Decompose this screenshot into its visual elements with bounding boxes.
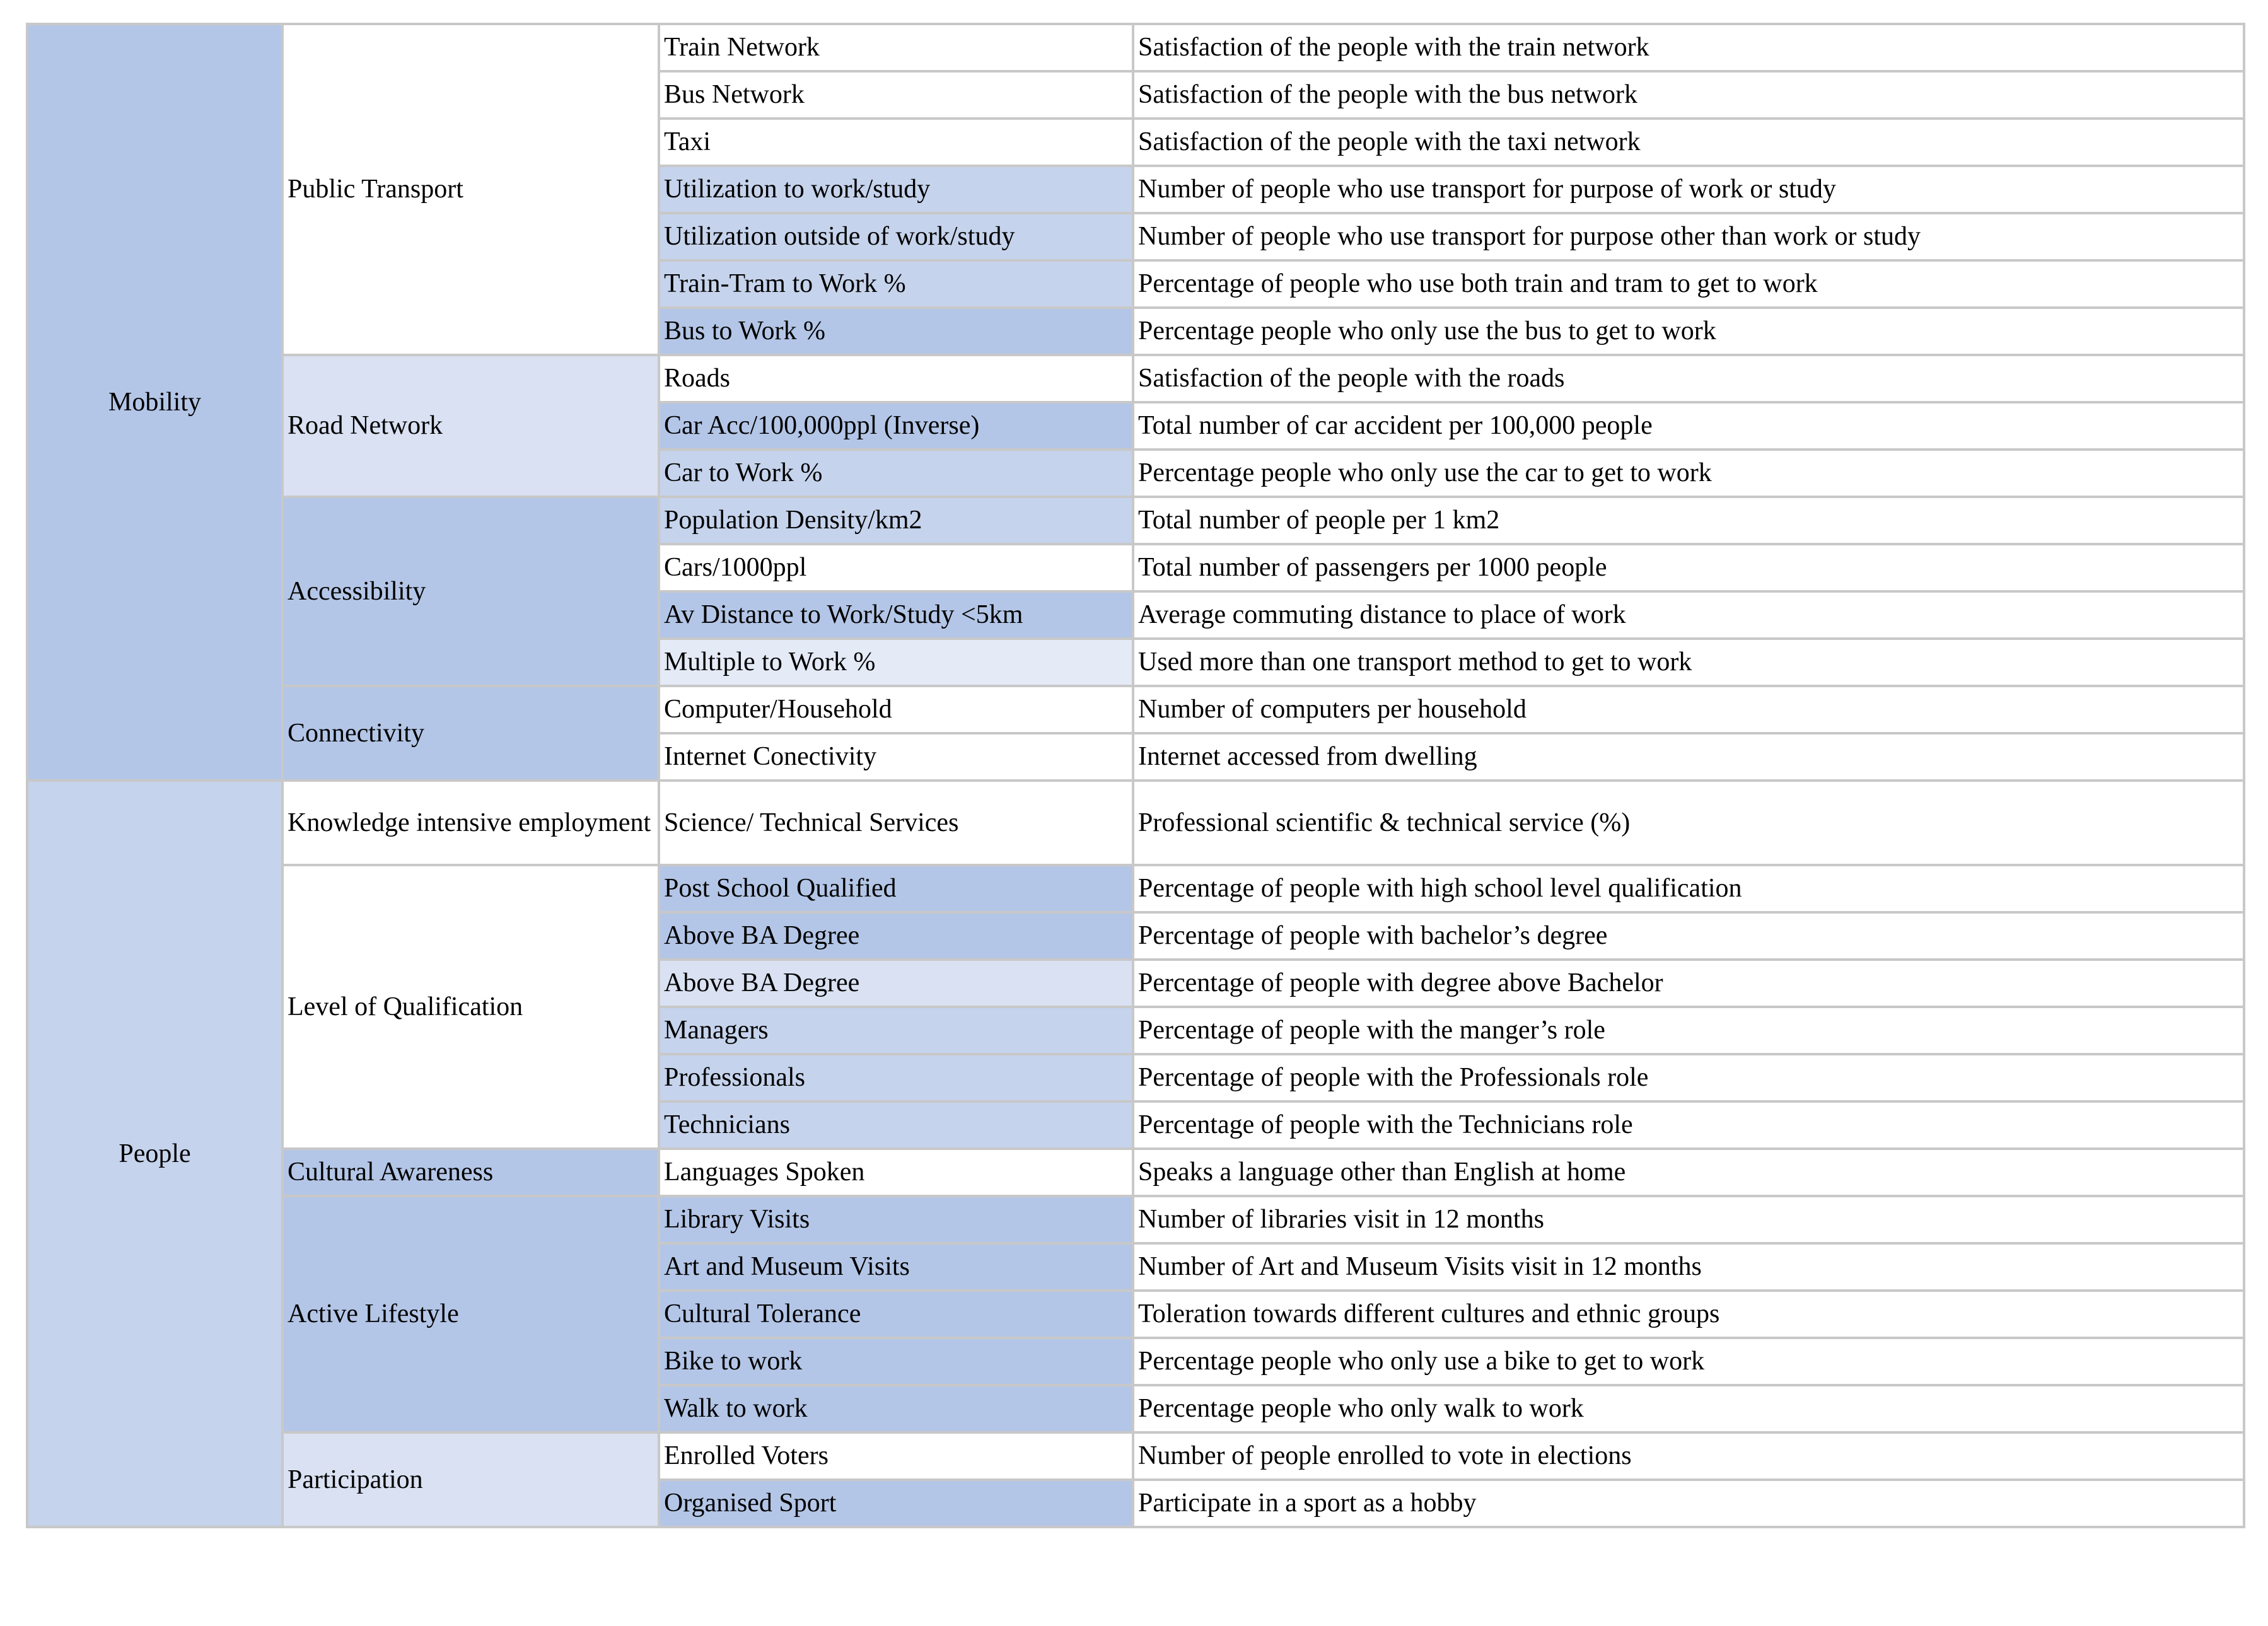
- description-cell: Satisfaction of the people with the train network: [1133, 24, 2244, 71]
- description-cell: Professional scientific & technical service (%): [1133, 781, 2244, 865]
- table-row: [27, 24, 2244, 71]
- description-cell: Satisfaction of the people with the roads: [1133, 355, 2244, 402]
- description-cell: Number of computers per household: [1133, 686, 2244, 733]
- indicator-cell: Bike to work: [659, 1338, 1133, 1385]
- indicator-cell: Roads: [659, 355, 1133, 402]
- sub-dimension-cell: Accessibility: [282, 497, 659, 686]
- description-cell: Satisfaction of the people with the bus network: [1133, 71, 2244, 119]
- indicator-cell: Car to Work %: [659, 450, 1133, 497]
- description-cell: Number of people enrolled to vote in elections: [1133, 1432, 2244, 1480]
- sub-dimension-cell: Level of Qualification: [282, 865, 659, 1149]
- description-cell: Total number of people per 1 km2: [1133, 497, 2244, 544]
- description-cell: Participate in a sport as a hobby: [1133, 1480, 2244, 1527]
- indicator-cell: Art and Museum Visits: [659, 1243, 1133, 1291]
- sub-dimension-cell: Connectivity: [282, 686, 659, 781]
- table-row: [27, 781, 2244, 865]
- sub-dimension-cell: Road Network: [282, 355, 659, 497]
- indicator-cell: Av Distance to Work/Study <5km: [659, 591, 1133, 639]
- description-cell: Percentage of people with the manger’s role: [1133, 1007, 2244, 1054]
- description-cell: Speaks a language other than English at home: [1133, 1149, 2244, 1196]
- description-cell: Number of Art and Museum Visits visit in 12 months: [1133, 1243, 2244, 1291]
- description-cell: Number of libraries visit in 12 months: [1133, 1196, 2244, 1243]
- indicator-cell: Managers: [659, 1007, 1133, 1054]
- indicator-cell: Utilization outside of work/study: [659, 213, 1133, 260]
- indicator-cell: Library Visits: [659, 1196, 1133, 1243]
- description-cell: Percentage people who only walk to work: [1133, 1385, 2244, 1432]
- indicator-cell: Train Network: [659, 24, 1133, 71]
- indicator-cell: Cultural Tolerance: [659, 1291, 1133, 1338]
- description-cell: Total number of car accident per 100,000 people: [1133, 402, 2244, 450]
- indicator-cell: Technicians: [659, 1101, 1133, 1149]
- indicator-cell: Internet Conectivity: [659, 733, 1133, 781]
- indicator-cell: Multiple to Work %: [659, 639, 1133, 686]
- sub-dimension-cell: Participation: [282, 1432, 659, 1527]
- description-cell: Percentage of people with the Technicians role: [1133, 1101, 2244, 1149]
- indicator-cell: Science/ Technical Services: [659, 781, 1133, 865]
- sub-dimension-cell: Public Transport: [282, 24, 659, 355]
- table-row: [27, 1149, 2244, 1196]
- indicator-cell: Organised Sport: [659, 1480, 1133, 1527]
- description-cell: Toleration towards different cultures and ethnic groups: [1133, 1291, 2244, 1338]
- sub-dimension-cell: Active Lifestyle: [282, 1196, 659, 1432]
- table-row: [27, 865, 2244, 912]
- description-cell: Number of people who use transport for purpose other than work or study: [1133, 213, 2244, 260]
- indicator-cell: Population Density/km2: [659, 497, 1133, 544]
- indicator-cell: Enrolled Voters: [659, 1432, 1133, 1480]
- description-cell: Percentage people who only use the bus to get to work: [1133, 308, 2244, 355]
- description-cell: Percentage of people with the Professionals role: [1133, 1054, 2244, 1101]
- indicator-cell: Languages Spoken: [659, 1149, 1133, 1196]
- description-cell: Percentage people who only use a bike to get to work: [1133, 1338, 2244, 1385]
- indicator-cell: Walk to work: [659, 1385, 1133, 1432]
- indicator-table: [26, 23, 2245, 1528]
- table-row: [27, 686, 2244, 733]
- indicator-cell: Bus to Work %: [659, 308, 1133, 355]
- table-row: [27, 1196, 2244, 1243]
- sub-dimension-cell: Knowledge intensive employment: [282, 781, 659, 865]
- indicator-cell: Train-Tram to Work %: [659, 260, 1133, 308]
- description-cell: Total number of passengers per 1000 people: [1133, 544, 2244, 591]
- indicator-cell: Bus Network: [659, 71, 1133, 119]
- description-cell: Percentage people who only use the car to get to work: [1133, 450, 2244, 497]
- indicator-cell: Cars/1000ppl: [659, 544, 1133, 591]
- indicator-cell: Computer/Household: [659, 686, 1133, 733]
- description-cell: Percentage of people who use both train and tram to get to work: [1133, 260, 2244, 308]
- indicator-cell: Above BA Degree: [659, 912, 1133, 960]
- description-cell: Used more than one transport method to get to work: [1133, 639, 2244, 686]
- indicator-cell: Professionals: [659, 1054, 1133, 1101]
- table-row: [27, 497, 2244, 544]
- dimension-cell: People: [27, 781, 282, 1527]
- indicator-table-body: [27, 24, 2244, 1527]
- indicator-cell: Above BA Degree: [659, 960, 1133, 1007]
- indicator-cell: Taxi: [659, 119, 1133, 166]
- sub-dimension-cell: Cultural Awareness: [282, 1149, 659, 1196]
- description-cell: Internet accessed from dwelling: [1133, 733, 2244, 781]
- table-row: [27, 355, 2244, 402]
- description-cell: Average commuting distance to place of work: [1133, 591, 2244, 639]
- description-cell: Number of people who use transport for purpose of work or study: [1133, 166, 2244, 213]
- indicator-cell: Car Acc/100,000ppl (Inverse): [659, 402, 1133, 450]
- description-cell: Percentage of people with bachelor’s degree: [1133, 912, 2244, 960]
- table-row: [27, 1432, 2244, 1480]
- indicator-cell: Utilization to work/study: [659, 166, 1133, 213]
- dimension-cell: Mobility: [27, 24, 282, 781]
- description-cell: Percentage of people with degree above Bachelor: [1133, 960, 2244, 1007]
- indicator-cell: Post School Qualified: [659, 865, 1133, 912]
- description-cell: Satisfaction of the people with the taxi network: [1133, 119, 2244, 166]
- description-cell: Percentage of people with high school level qualification: [1133, 865, 2244, 912]
